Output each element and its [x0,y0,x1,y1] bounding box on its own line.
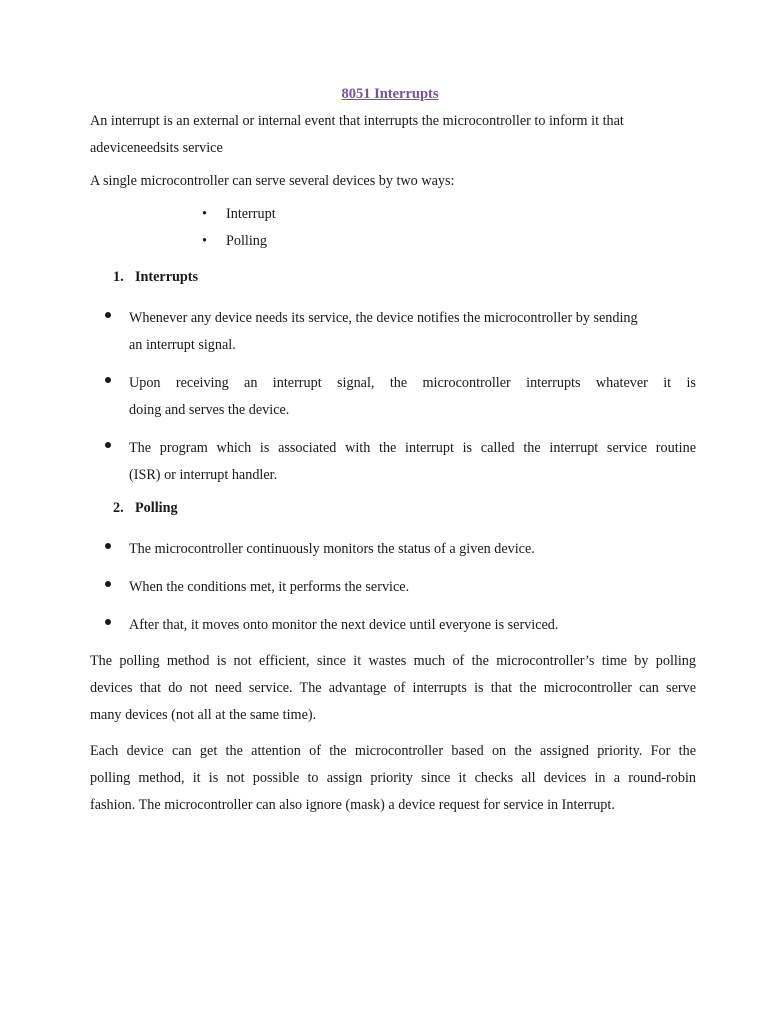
intro-paragraph [90,108,696,162]
list-item-label: Polling [226,233,267,249]
body-paragraph [90,738,696,819]
list-item-line: an interrupt signal. [129,337,236,353]
list-item-text: The program which is associated with the interrupt is called the interrupt service routine [129,440,696,456]
word: the [389,375,408,391]
intro-line: An interrupt is an external or internal event that interrupts the microcontroller to inform it that [90,113,624,129]
list-item-line: Whenever any device needs its service, the device notifies the microcontroller by sending [129,310,638,326]
list-item-text: After that, it moves onto monitor the next device until everyone is serviced. [129,617,559,633]
list-item-text: The microcontroller continuously monitors the status of a given device. [129,541,535,557]
list-item [105,536,696,563]
paragraph-line: polling method, it is not possible to assign priority since it checks all devices in a round-robin [90,770,696,786]
list-item [105,612,696,639]
list-item [105,574,696,601]
bullet-dot-icon [105,619,111,625]
word: Upon [129,375,161,391]
bullet-dot-icon [105,442,111,448]
word: receiving [175,375,229,391]
bullet-dot-icon [105,581,111,587]
bullet-dot-icon [105,312,111,318]
section-heading-interrupts [113,269,198,286]
bullet-dot-icon: • [202,206,207,222]
list-item-line: doing and serves the device. [129,402,290,418]
ways-intro: A single microcontroller can serve several devices by two ways: [90,173,455,189]
paragraph-line: many devices (not all at the same time). [90,707,317,723]
section-number: 1. [113,269,124,285]
list-item [105,370,696,424]
document-title: 8051 Interrupts [341,86,439,102]
list-item [105,305,696,359]
bullet-dot-icon: • [202,233,207,249]
word: microcontroller [422,375,511,391]
body-paragraph [90,648,696,729]
word: is [686,375,696,391]
list-item-line [129,370,696,397]
list-item-label: Interrupt [226,206,276,222]
paragraph-line: The polling method is not efficient, since it wastes much of the microcontroller’s time by polling [90,653,696,669]
section-number: 2. [113,500,124,516]
list-item [202,233,267,250]
section-title: Interrupts [135,269,199,285]
word: an [244,375,258,391]
paragraph-line: devices that do not need service. The advantage of interrupts is that the microcontroller can serve [90,680,696,696]
paragraph-line: Each device can get the attention of the microcontroller based on the assigned priority. For the [90,743,696,759]
word: signal, [337,375,375,391]
list-item [202,206,276,223]
paragraph-line: fashion. The microcontroller can also ignore (mask) a device request for service in Interrupt. [90,797,615,813]
bullet-dot-icon [105,543,111,549]
intro-line: adeviceneedsits service [90,140,223,156]
section-title: Polling [135,500,178,516]
list-item-text: When the conditions met, it performs the service. [129,579,410,595]
list-item [105,435,696,489]
word: interrupts [526,375,581,391]
section-heading-polling [113,500,178,517]
word: it [663,375,672,391]
list-item-line: (ISR) or interrupt handler. [129,467,278,483]
bullet-dot-icon [105,377,111,383]
word: interrupt [272,375,322,391]
list-item-line [129,435,696,462]
word: whatever [595,375,648,391]
